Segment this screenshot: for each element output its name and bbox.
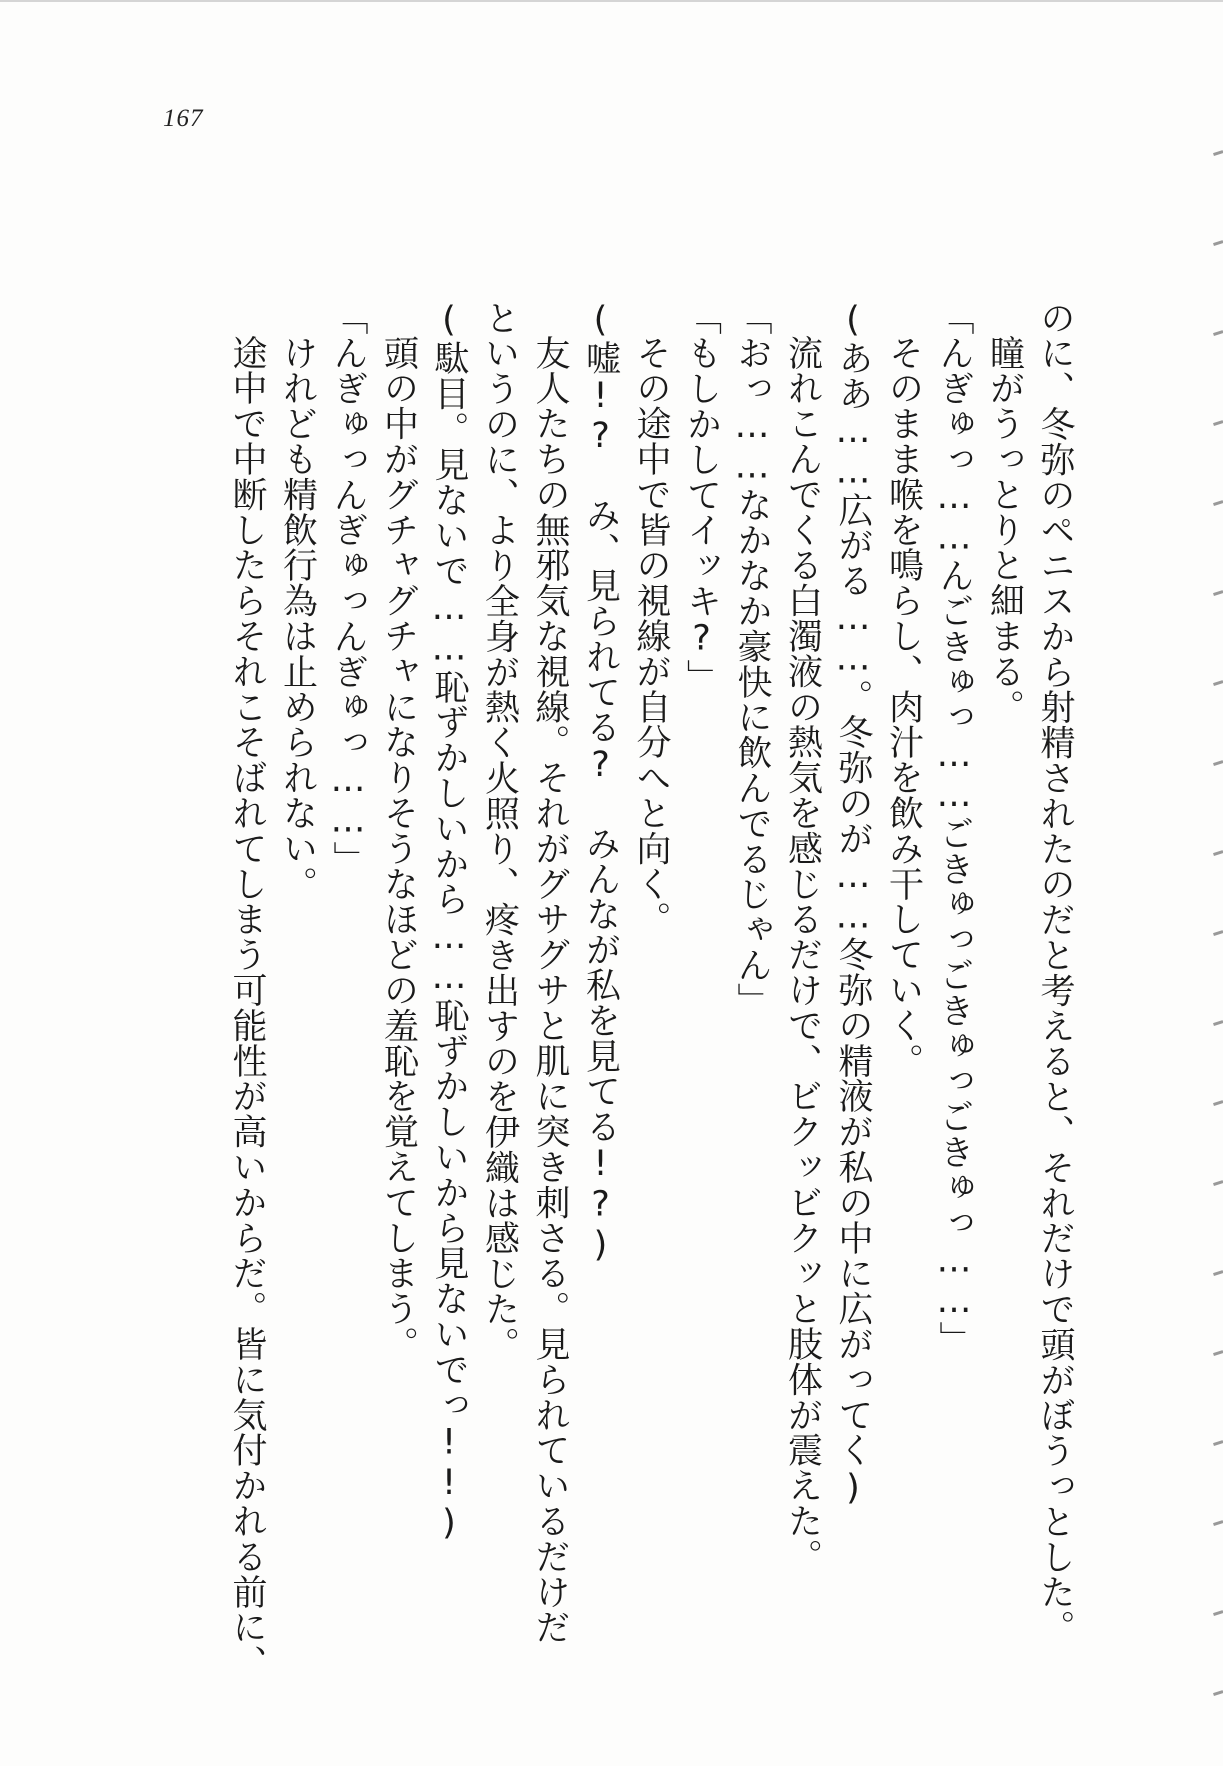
text-line: 「んぎゅっんぎゅっんぎゅっ……」 xyxy=(328,300,368,877)
page-number: 167 xyxy=(163,105,204,132)
text-line: 流れこんでくる白濁液の熱気を感じるだけで、ビクッビクッと肢体が震えた。 xyxy=(782,335,823,1574)
edge-mark xyxy=(1213,1180,1223,1186)
text-line: そのまま喉を鳴らし、肉汁を飲み干していく。 xyxy=(883,335,924,1079)
text-line: 「もしかしてイッキ?」 xyxy=(681,300,722,695)
edge-mark xyxy=(1213,590,1223,596)
text-line: その途中で皆の視線が自分へと向く。 xyxy=(631,335,671,937)
edge-mark xyxy=(1213,1610,1223,1616)
edge-mark xyxy=(1213,330,1223,336)
page-edge-marks xyxy=(1203,0,1223,1766)
text-line: (駄目。見ないで……恥ずかしいから……恥ずかしいから見ないでっ!!) xyxy=(429,300,469,1544)
text-line: 途中で中断したらそれこそばれてしまう可能性が高いからだ。皆に気付かれる前に、 xyxy=(227,335,267,1681)
edge-mark xyxy=(1213,680,1223,686)
edge-mark xyxy=(1213,1520,1223,1526)
edge-mark xyxy=(1213,760,1223,766)
top-edge-shadow xyxy=(0,0,1223,2)
text-line: (嘘!? み、見られてる? みんなが私を見てる!?) xyxy=(580,300,621,1266)
edge-mark xyxy=(1213,150,1223,156)
edge-mark xyxy=(1213,500,1223,506)
text-line: けれども精飲行為は止められない。 xyxy=(277,335,318,902)
edge-mark xyxy=(1213,930,1223,936)
edge-mark xyxy=(1213,1270,1223,1276)
edge-mark xyxy=(1213,1440,1223,1446)
edge-mark xyxy=(1213,420,1223,426)
edge-mark xyxy=(1213,1100,1223,1106)
text-line: というのに、より全身が熱く火照り、疼き出すのを伊織は感じた。 xyxy=(479,300,520,1362)
edge-mark xyxy=(1213,1020,1223,1026)
text-line: 「おっ……なかなか豪快に飲んでるじゃん」 xyxy=(732,300,772,1018)
text-line: 瞳がうっとりと細まる。 xyxy=(984,335,1025,725)
text-line: 「んぎゅっ……んごきゅっ……ごきゅっごきゅっごきゅっ……」 xyxy=(934,300,974,1357)
edge-mark xyxy=(1213,850,1223,856)
edge-mark xyxy=(1213,1690,1223,1696)
vertical-text-body xyxy=(130,300,1080,1720)
text-line: 友人たちの無邪気な視線。それがグサグサと肌に突き刺さる。見られているだけだ xyxy=(530,335,570,1645)
edge-mark xyxy=(1213,1350,1223,1356)
text-line: のに、冬弥のペニスから射精されたのだと考えると、それだけで頭がぼうっとした。 xyxy=(1035,300,1075,1646)
text-line: 頭の中がグチャグチャになりそうなほどの羞恥を覚えてしまう。 xyxy=(378,335,419,1362)
edge-mark xyxy=(1213,240,1223,246)
text-line: (ああ……広がる……。冬弥のが……冬弥の精液が私の中に広がってく) xyxy=(833,300,873,1509)
